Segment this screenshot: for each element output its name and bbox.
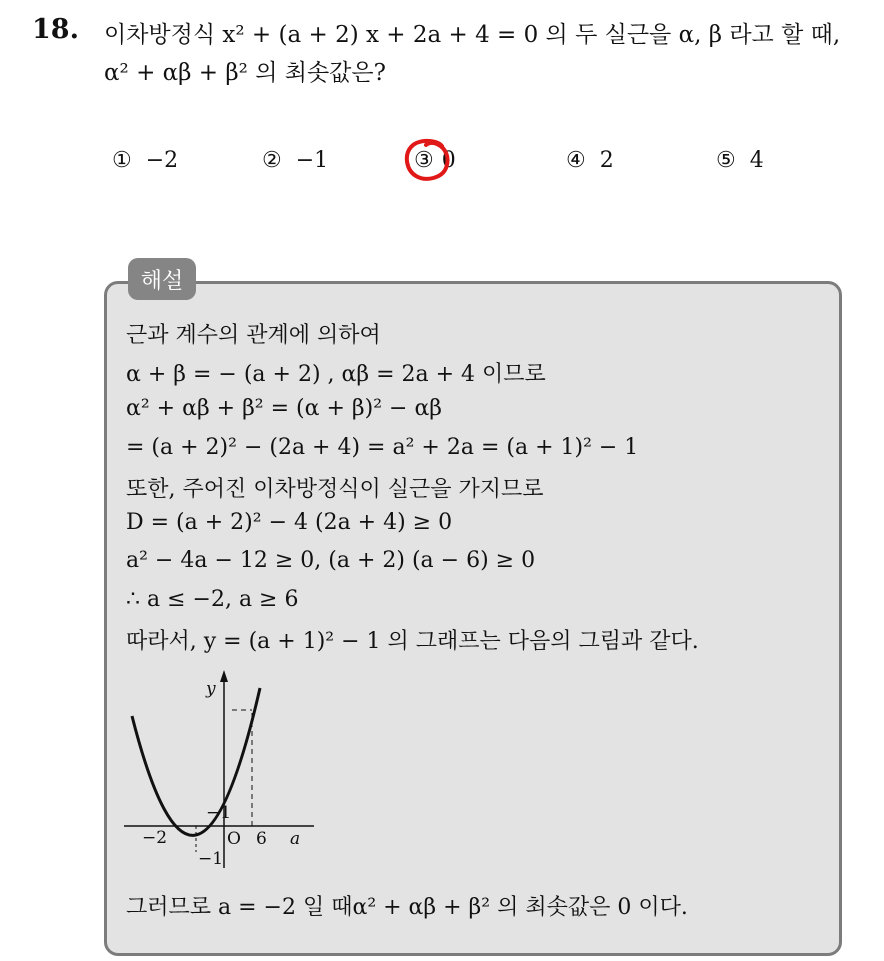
choice-2-marker: ②	[262, 148, 282, 173]
x-axis-label: a	[290, 829, 301, 849]
choice-5[interactable]	[716, 148, 764, 173]
choice-1[interactable]	[112, 148, 178, 173]
x-tick-6: 6	[256, 829, 267, 849]
choice-3-marker: ③	[414, 148, 434, 173]
parabola-graph	[122, 668, 334, 876]
parabola-curve	[132, 688, 260, 835]
solution-tag: 해설	[128, 258, 196, 300]
answer-circle-annotation	[402, 136, 452, 182]
choice-1-marker: ①	[112, 148, 132, 173]
y-tick-neg1: −1	[198, 849, 224, 869]
solution-line: 또한, 주어진 이차방정식이 실근을 가지므로	[126, 477, 544, 502]
choice-4[interactable]	[566, 148, 614, 173]
choice-2-value: −1	[295, 148, 329, 173]
y-axis-arrow	[220, 670, 228, 682]
y-axis-label: y	[206, 679, 216, 699]
solution-line: 근과 계수의 관계에 의하여	[126, 323, 381, 348]
solution-line: ∴ a ≤ −2, a ≥ 6	[126, 587, 299, 612]
solution-line: D = (a + 2)² − 4 (2a + 4) ≥ 0	[126, 510, 453, 535]
choice-5-value: 4	[749, 148, 764, 173]
choice-5-marker: ⑤	[716, 148, 736, 173]
solution-line: α² + αβ + β² = (α + β)² − αβ	[126, 396, 443, 421]
question-text-line1: 이차방정식 x² + (a + 2) x + 2a + 4 = 0 의 두 실근을 α, β 라고 할 때,	[104, 22, 841, 48]
choice-2[interactable]	[262, 148, 328, 173]
solution-conclusion: 그러므로 a = −2 일 때α² + αβ + β² 의 최솟값은 0 이다.	[126, 895, 688, 920]
choice-4-value: 2	[599, 148, 614, 173]
x-tick-neg2: −2	[142, 828, 168, 848]
choice-3-value: 0	[441, 148, 456, 173]
origin-label: O	[227, 829, 241, 849]
question-text-line2: α² + αβ + β² 의 최솟값은?	[104, 60, 386, 86]
solution-line: α + β = − (a + 2) , αβ = 2a + 4 이므로	[126, 362, 546, 387]
solution-line: a² − 4a − 12 ≥ 0, (a + 2) (a − 6) ≥ 0	[126, 548, 536, 573]
solution-line: 따라서, y = (a + 1)² − 1 의 그래프는 다음의 그림과 같다.	[126, 629, 699, 654]
question-number: 18.	[32, 14, 79, 45]
choice-4-marker: ④	[566, 148, 586, 173]
x-tick-neg1: −1	[206, 803, 232, 823]
choice-1-value: −2	[145, 148, 179, 173]
solution-line: = (a + 2)² − (2a + 4) = a² + 2a = (a + 1)² − 1	[126, 435, 639, 460]
